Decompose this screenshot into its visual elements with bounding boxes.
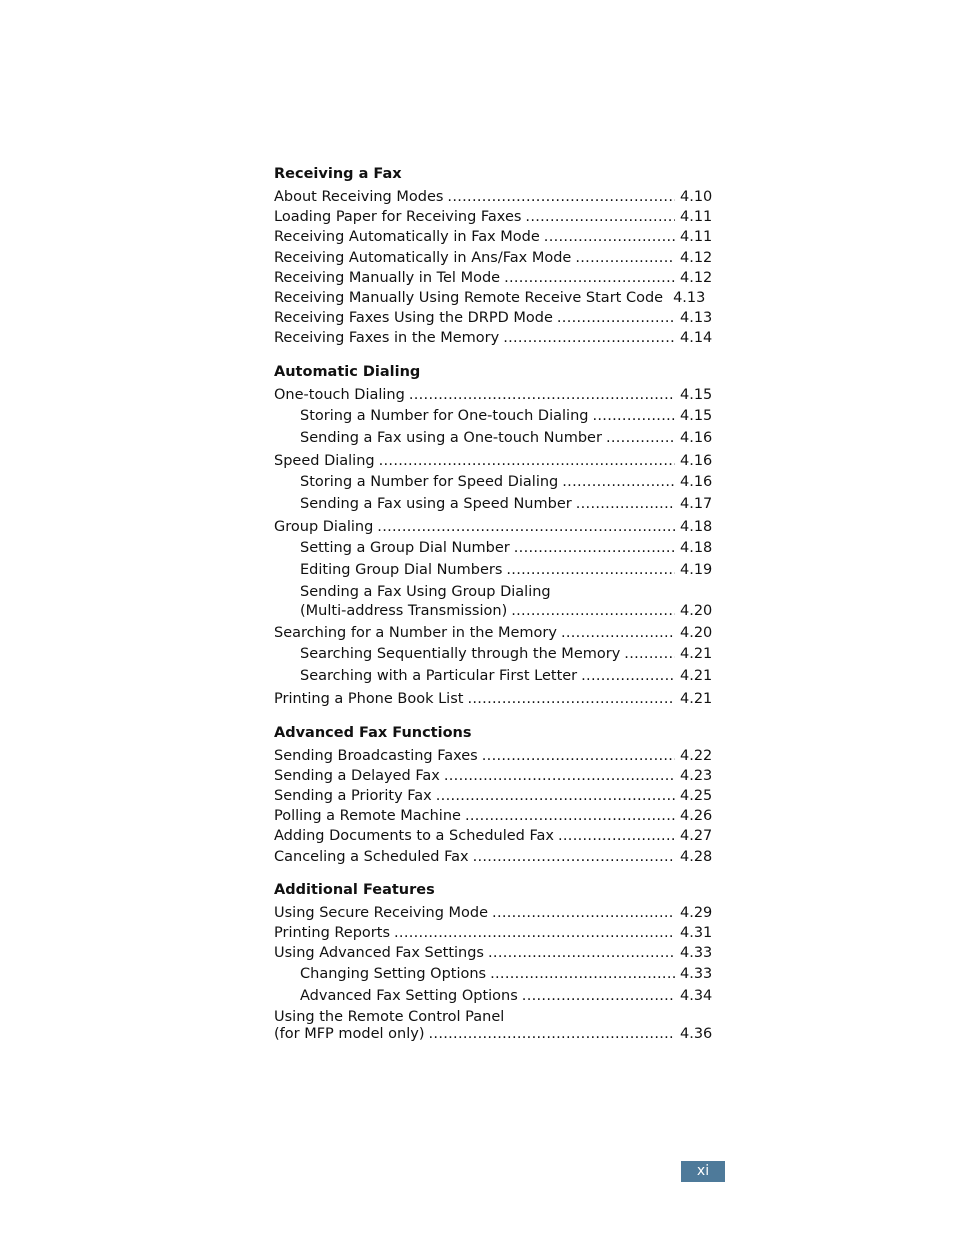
dot-leader [624,643,675,665]
toc-subentry [274,493,718,515]
toc-entry [274,207,718,227]
entry-title: Sending a Delayed Fax [274,767,440,784]
entry-page-number: 4.12 [680,269,713,286]
entry-page-number: 4.19 [680,562,713,579]
entry-title: Polling a Remote Machine [274,808,461,825]
entry-page-number: 4.33 [680,966,713,983]
entry-page-number: 4.17 [680,496,713,513]
entry-title: Receiving Manually Using Remote Receive Start Code [274,290,664,307]
toc-entry-multiline [274,1009,718,1043]
dot-leader [592,405,675,427]
toc-entry [274,746,718,766]
toc-entry [274,451,718,471]
entry-title: Searching Sequentially through the Memory [300,646,621,663]
dot-leader [544,227,675,247]
entry-title: Printing Reports [274,925,391,942]
toc-entry [274,923,718,943]
dot-leader [488,943,675,963]
toc-entry [274,227,718,247]
toc-entry [274,328,718,348]
dot-leader [436,786,675,806]
dot-leader [409,385,675,405]
entry-title: Using Advanced Fax Settings [274,945,484,962]
dot-leader [394,923,675,943]
toc-section [274,723,718,867]
dot-leader [447,187,675,207]
entry-title: Receiving Automatically in Ans/Fax Mode [274,249,572,266]
toc-entry [274,517,718,537]
entry-title: Group Dialing [274,519,374,536]
entry-page-number: 4.21 [680,668,713,685]
entry-title: Sending a Fax using a One-touch Number [300,429,602,446]
entry-title: Advanced Fax Setting Options [300,988,518,1005]
dot-leader [575,248,675,268]
page-number-badge: xi [681,1161,725,1182]
entry-page-number: 4.11 [680,209,713,226]
entry-title: Receiving Automatically in Fax Mode [274,229,540,246]
toc-subentry [274,537,718,559]
entry-title: Sending a Priority Fax [274,788,432,805]
entry-title-line1: Sending a Fax Using Group Dialing [300,584,551,601]
entry-page-number: 4.13 [680,310,713,327]
dot-leader [444,766,675,786]
entry-page-number: 4.22 [680,747,713,764]
dot-leader [557,308,675,328]
entry-title: Loading Paper for Receiving Faxes [274,209,522,226]
entry-page-number: 4.26 [680,808,713,825]
entry-page-number: 4.18 [680,540,713,557]
entry-title: Canceling a Scheduled Fax [274,848,469,865]
toc-subentry [274,985,718,1007]
entry-title: Storing a Number for Speed Dialing [300,474,559,491]
dot-leader [504,268,675,288]
entry-title: Editing Group Dial Numbers [300,562,503,579]
dot-leader [473,847,675,867]
entry-page-number: 4.21 [680,691,713,708]
entry-page-number: 4.15 [680,407,713,424]
entry-title: (Multi-address Transmission) [300,603,508,620]
toc-entry [274,806,718,826]
dot-leader [503,328,675,348]
dot-leader [581,665,675,687]
toc-entry [274,847,718,867]
toc-entry [274,385,718,405]
toc-section [274,362,718,710]
dot-leader [465,806,675,826]
toc-entry [274,786,718,806]
section-heading: Automatic Dialing [274,363,421,380]
toc-subentry [274,471,718,493]
dot-leader [379,451,675,471]
dot-leader [511,602,675,621]
entry-page-number: 4.10 [680,189,713,205]
dot-leader [377,517,675,537]
dot-leader [429,1026,676,1043]
toc-entry [274,308,718,328]
entry-title: Storing a Number for One-touch Dialing [300,407,589,424]
toc-subentry [274,405,718,427]
dot-leader [467,689,675,709]
entry-page-number: 4.14 [680,330,713,347]
entry-title: Receiving Faxes in the Memory [274,330,500,347]
toc-subentry [274,963,718,985]
entry-page-number: 4.16 [680,429,713,446]
entry-page-number: 4.25 [680,788,713,805]
entry-title-line1: Using the Remote Control Panel [274,1009,505,1026]
toc-entry [274,943,718,963]
entry-title: About Receiving Modes [274,189,444,205]
entry-title: One-touch Dialing [274,386,405,403]
entry-page-number: 4.33 [680,945,713,962]
entry-title: Changing Setting Options [300,966,487,983]
entry-line2 [274,1026,718,1043]
section-heading: Receiving a Fax [274,166,402,182]
section-heading: Advanced Fax Functions [274,724,472,741]
dot-leader [558,826,675,846]
entry-page-number: 4.29 [680,904,713,921]
toc-entry [274,248,718,268]
entry-title: Printing a Phone Book List [274,691,464,708]
entry-page-number: 4.16 [680,452,713,469]
toc-subentry [274,559,718,581]
entry-title: Adding Documents to a Scheduled Fax [274,828,554,845]
toc-entry [274,903,718,923]
table-of-contents [274,164,718,1056]
entry-title: Receiving Faxes Using the DRPD Mode [274,310,553,327]
dot-leader [576,493,675,515]
entry-page-number: 4.12 [680,249,713,266]
entry-page-number: 4.20 [680,603,713,620]
dot-leader [606,427,675,449]
toc-entry [274,826,718,846]
toc-entry [274,187,718,207]
entry-title: Searching for a Number in the Memory [274,625,557,642]
entry-line2 [300,602,718,621]
entry-page-number: 4.36 [680,1026,713,1043]
entry-title: Sending Broadcasting Faxes [274,747,478,764]
toc-section [274,164,718,349]
entry-page-number: 4.20 [680,625,713,642]
entry-title: Using Secure Receiving Mode [274,904,489,921]
toc-subentry [274,665,718,687]
dot-leader [490,963,675,985]
toc-subentry [274,643,718,665]
entry-title: Receiving Manually in Tel Mode [274,269,501,286]
dot-leader [482,746,675,766]
toc-subentry [274,427,718,449]
entry-page-number: 4.28 [680,848,713,865]
entry-title: Speed Dialing [274,452,375,469]
dot-leader [562,471,675,493]
entry-page-number: 4.11 [680,229,713,246]
entry-page-number: 4.31 [680,925,713,942]
section-heading: Additional Features [274,881,435,898]
toc-entry [274,689,718,709]
dot-leader [561,623,675,643]
entry-page-number: 4.23 [680,767,713,784]
toc-entry [274,268,718,288]
entry-title: Sending a Fax using a Speed Number [300,496,572,513]
toc-entry [274,288,718,308]
dot-leader [522,985,675,1007]
entry-title: Searching with a Particular First Letter [300,668,578,685]
entry-title: Setting a Group Dial Number [300,540,510,557]
toc-section [274,880,718,1044]
entry-title: (for MFP model only) [274,1026,425,1043]
entry-page-number: 4.27 [680,828,713,845]
entry-page-number: 4.34 [680,988,713,1005]
entry-page-number: 4.13 [673,290,706,307]
dot-leader [514,537,675,559]
entry-page-number: 4.16 [680,474,713,491]
entry-page-number: 4.15 [680,386,713,403]
toc-entry [274,766,718,786]
dot-leader [492,903,675,923]
entry-page-number: 4.18 [680,519,713,536]
toc-entry [274,623,718,643]
entry-page-number: 4.21 [680,646,713,663]
toc-subentry-multiline [274,583,718,621]
dot-leader [525,207,675,227]
dot-leader [506,559,675,581]
